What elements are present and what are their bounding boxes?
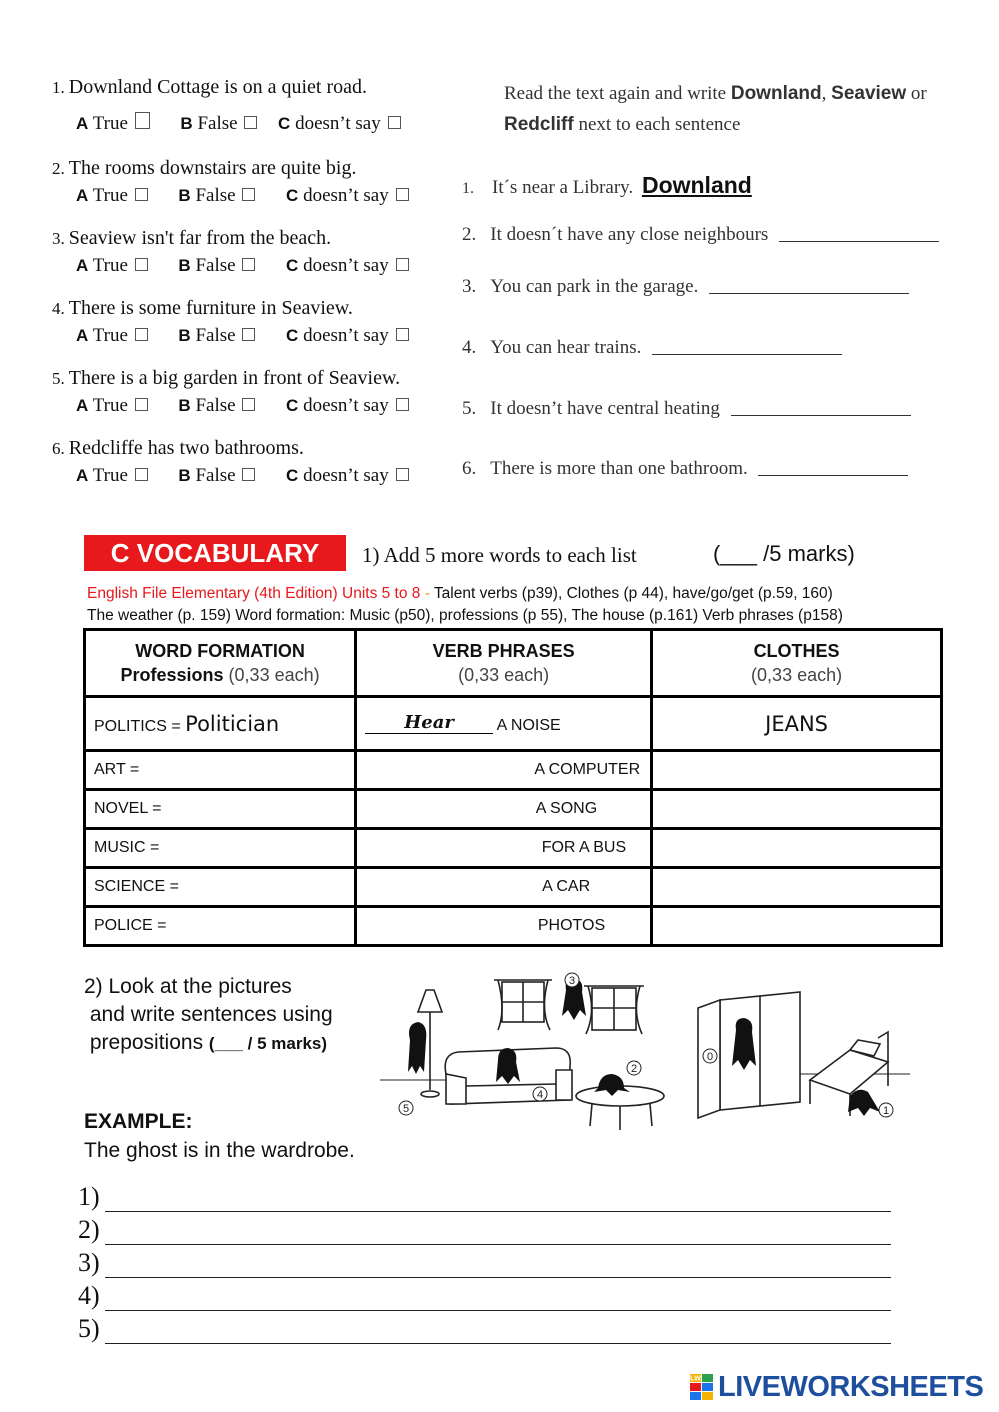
- option-c[interactable]: C doesn’t say: [286, 395, 408, 416]
- example-verb-cell: Hear A NOISE: [356, 697, 652, 751]
- option-a[interactable]: A True: [76, 465, 148, 486]
- question-6: 6. Redcliffe has two bathrooms.: [52, 437, 304, 459]
- profession-cell: MUSIC =: [85, 829, 356, 868]
- checkbox-icon[interactable]: [135, 398, 148, 411]
- checkbox-icon[interactable]: [396, 328, 409, 341]
- window-icon: [584, 986, 644, 1034]
- answer-line-4[interactable]: [105, 1289, 891, 1311]
- liveworksheets-logo[interactable]: LW LIVEWORKSHEETS: [690, 1371, 984, 1403]
- option-a[interactable]: A True: [76, 255, 148, 276]
- question-4: 4. There is some furniture in Seaview.: [52, 297, 353, 319]
- option-c[interactable]: C doesn’t say: [286, 465, 408, 486]
- checkbox-icon[interactable]: [396, 398, 409, 411]
- match-item-2: 2. It doesn´t have any close neighbours: [462, 224, 939, 246]
- table-header: [85, 630, 942, 697]
- option-b[interactable]: B False: [178, 255, 255, 276]
- option-c[interactable]: C doesn’t say: [286, 255, 408, 276]
- svg-text:1: 1: [882, 1105, 890, 1117]
- option-b[interactable]: B False: [178, 465, 255, 486]
- line-number: 3): [78, 1248, 100, 1277]
- logo-icon: [690, 1372, 714, 1402]
- source-note: English File Elementary (4th Edition) Units 5 to 8 - Talent verbs (p39), Clothes (p 44), have/go/get (p.59, 160) The weather (p. 159) Word formation: Music (p50), professions (p 55), The house (p.161) Verb phrases (p158): [87, 585, 843, 624]
- option-c[interactable]: C doesn’t say: [286, 185, 408, 206]
- table-row: [85, 868, 942, 907]
- checkbox-icon[interactable]: [242, 258, 255, 271]
- option-b[interactable]: B False: [178, 325, 255, 346]
- checkbox-icon[interactable]: [135, 188, 148, 201]
- checkbox-icon[interactable]: [242, 328, 255, 341]
- label-5: [399, 1101, 413, 1115]
- match-item-3: 3. You can park in the garage.: [462, 276, 909, 298]
- verb-phrase-cell[interactable]: PHOTOS: [356, 907, 652, 946]
- question-2-options: [76, 185, 409, 207]
- checkbox-icon[interactable]: [242, 188, 255, 201]
- vocab-marks: (___ /5 marks): [713, 541, 855, 566]
- ghost-icon: [408, 1022, 426, 1074]
- clothes-cell[interactable]: [652, 751, 942, 790]
- vocab-task-1: 1) Add 5 more words to each list: [362, 543, 637, 567]
- line-number: 2): [78, 1215, 100, 1244]
- table-row: [85, 829, 942, 868]
- example-sentence: The ghost is in the wardrobe.: [84, 1139, 355, 1162]
- match-item-4: 4. You can hear trains.: [462, 337, 842, 359]
- table-row-example: [85, 697, 942, 751]
- checkbox-icon[interactable]: [388, 116, 401, 129]
- checkbox-icon[interactable]: [135, 468, 148, 481]
- verb-phrase-cell[interactable]: A SONG: [356, 790, 652, 829]
- answer-blank[interactable]: [652, 338, 842, 355]
- question-1-options: [76, 112, 401, 135]
- line-number: 1): [78, 1182, 100, 1211]
- col-clothes: CLOTHES (0,33 each): [652, 630, 942, 697]
- ghost-room-illustration: [380, 970, 910, 1145]
- line-number: 5): [78, 1314, 100, 1343]
- checkbox-icon[interactable]: [135, 328, 148, 341]
- question-2: 2. The rooms downstairs are quite big.: [52, 157, 357, 179]
- option-b[interactable]: B False: [180, 113, 257, 134]
- match-item-6: 6. There is more than one bathroom.: [462, 458, 908, 480]
- option-a[interactable]: A True: [76, 325, 148, 346]
- profession-cell: NOVEL =: [85, 790, 356, 829]
- checkbox-icon[interactable]: [242, 398, 255, 411]
- option-c[interactable]: C doesn’t say: [278, 113, 400, 134]
- example-cell: POLITICS = Politician: [85, 697, 356, 751]
- answer-blank[interactable]: [731, 399, 911, 416]
- answer-downland: Downland: [641, 172, 752, 198]
- match-item-5: 5. It doesn’t have central heating: [462, 398, 911, 420]
- checkbox-icon[interactable]: [242, 468, 255, 481]
- profession-cell: SCIENCE =: [85, 868, 356, 907]
- label-4: [533, 1087, 547, 1101]
- question-5: 5. There is a big garden in front of Seaview.: [52, 367, 401, 389]
- window-icon: [494, 980, 552, 1030]
- clothes-cell[interactable]: [652, 829, 942, 868]
- prepositions-task: 2) Look at the pictures and write sentences using prepositions (___ / 5 marks): [84, 975, 333, 1054]
- option-c[interactable]: C doesn’t say: [286, 325, 408, 346]
- question-3-options: [76, 255, 409, 277]
- col-word-formation: WORD FORMATION Professions (0,33 each): [85, 630, 356, 697]
- clothes-cell[interactable]: [652, 868, 942, 907]
- verb-phrase-cell[interactable]: FOR A BUS: [356, 829, 652, 868]
- question-5-options: [76, 395, 409, 417]
- instructions: Read the text again and write Downland, Seaview or Redcliff next to each sentence: [504, 83, 927, 135]
- option-b[interactable]: B False: [178, 395, 255, 416]
- answer-blank[interactable]: [709, 277, 909, 294]
- question-3: 3. Seaview isn't far from the beach.: [52, 227, 332, 249]
- answer-line-1[interactable]: [105, 1190, 891, 1212]
- option-a[interactable]: A True: [76, 113, 150, 134]
- answer-line-3[interactable]: [105, 1256, 891, 1278]
- checkbox-icon[interactable]: [396, 188, 409, 201]
- answer-line-2[interactable]: [105, 1223, 891, 1245]
- answer-blank[interactable]: [758, 459, 908, 476]
- checkbox-icon[interactable]: [396, 468, 409, 481]
- option-a[interactable]: A True: [76, 395, 148, 416]
- question-1: 1. Downland Cottage is on a quiet road.: [52, 76, 368, 98]
- checkbox-icon[interactable]: [244, 116, 257, 129]
- question-4-options: [76, 325, 409, 347]
- vocabulary-banner: C VOCABULARY: [84, 535, 346, 571]
- label-0: [703, 1049, 717, 1063]
- line-number: 4): [78, 1281, 100, 1310]
- verb-phrase-cell[interactable]: A COMPUTER: [356, 751, 652, 790]
- clothes-cell[interactable]: [652, 790, 942, 829]
- checkbox-icon[interactable]: [135, 258, 148, 271]
- verb-phrase-cell[interactable]: A CAR: [356, 868, 652, 907]
- svg-text:LW: LW: [690, 1375, 701, 1383]
- svg-text:5: 5: [402, 1103, 410, 1115]
- profession-cell: POLICE =: [85, 907, 356, 946]
- ghost-icon: [848, 1090, 880, 1116]
- label-3: [565, 973, 579, 987]
- checkbox-icon[interactable]: [396, 258, 409, 271]
- table-row: [85, 907, 942, 946]
- svg-text:4: 4: [536, 1089, 544, 1101]
- profession-cell: ART =: [85, 751, 356, 790]
- example-clothes-cell: JEANS: [652, 697, 942, 751]
- svg-text:0: 0: [706, 1051, 714, 1063]
- table-row: [85, 790, 942, 829]
- match-item-1: 1. It´s near a Library. Downland: [462, 172, 752, 198]
- example-label: EXAMPLE:: [84, 1110, 193, 1133]
- clothes-cell[interactable]: [652, 907, 942, 946]
- option-a[interactable]: A True: [76, 185, 148, 206]
- table-row: [85, 751, 942, 790]
- label-1: [879, 1103, 893, 1117]
- vocabulary-table: [83, 628, 943, 947]
- col-verb-phrases: VERB PHRASES (0,33 each): [356, 630, 652, 697]
- label-2: [627, 1061, 641, 1075]
- option-b[interactable]: B False: [178, 185, 255, 206]
- coffee-table-icon: [576, 1086, 664, 1130]
- answer-blank[interactable]: [779, 225, 939, 242]
- svg-text:3: 3: [568, 975, 576, 987]
- checkbox-icon[interactable]: [135, 112, 150, 129]
- question-6-options: [76, 465, 409, 487]
- answer-line-5[interactable]: [105, 1322, 891, 1344]
- svg-text:2: 2: [630, 1063, 638, 1075]
